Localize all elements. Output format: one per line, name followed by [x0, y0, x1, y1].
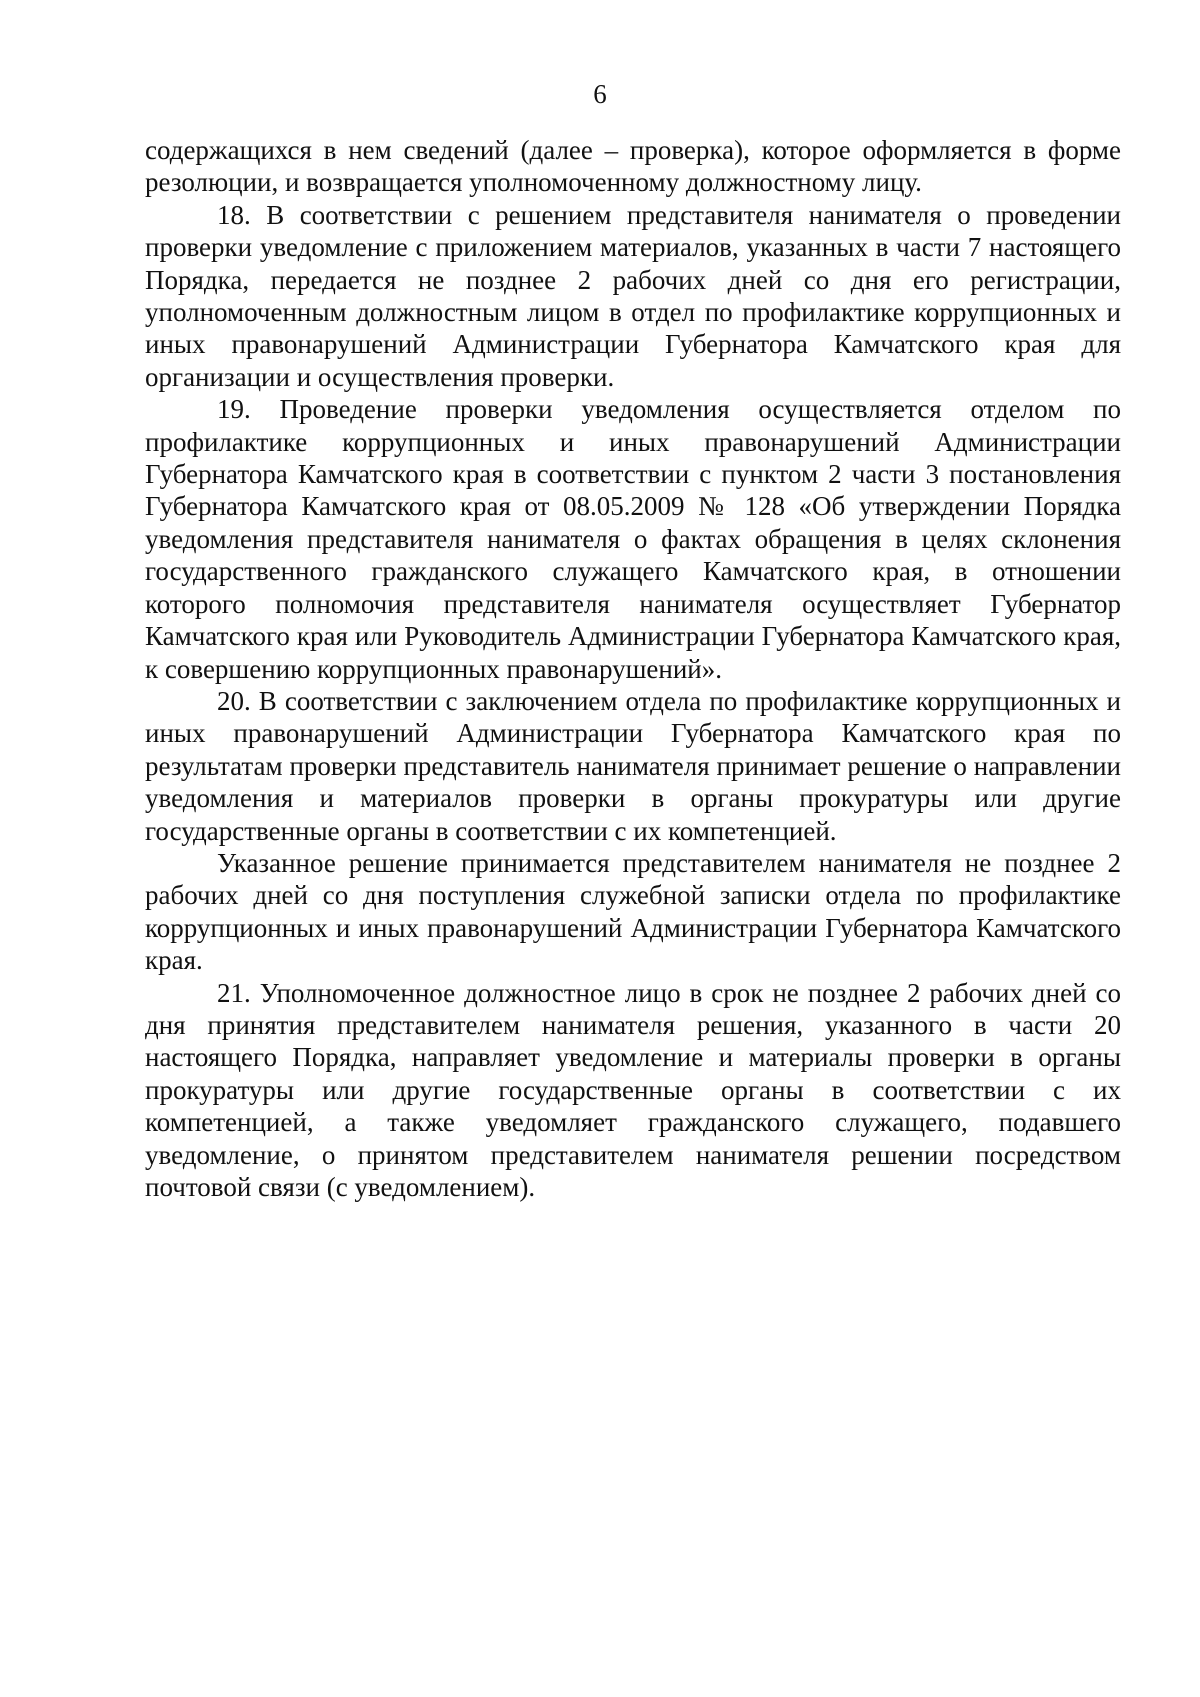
paragraph-20-decision: Указанное решение принимается представителем нанимателя не позднее 2 рабочих дней со дня поступления служебной записки отдела по профилактике коррупционных и иных правонарушений Администрации Губернатора Камчатского края.	[145, 847, 1121, 976]
paragraph-19: 19. Проведение проверки уведомления осуществляется отделом по профилактике коррупционных и иных правонарушений Администрации Губернатора Камчатского края в соответствии с пунктом 2 части 3 постановления Губернатора Камчатского края от 08.05.2009 № 128 «Об утверждении Порядка уведомления представителя нанимателя о фактах обращения в целях склонения государственного гражданского служащего Камчатского края, в отношении которого полномочия представителя нанимателя осуществляет Губернатор Камчатского края или Руководитель Администрации Губернатора Камчатского края, к совершению коррупционных правонарушений».	[145, 394, 1121, 684]
page-number: 6	[593, 79, 607, 109]
document-body	[145, 134, 1121, 1203]
paragraph-21: 21. Уполномоченное должностное лицо в срок не позднее 2 рабочих дней со дня принятия представителем нанимателя решения, указанного в части 20 настоящего Порядка, направляет уведомление и материалы проверки в органы прокуратуры или другие государственные органы в соответствии с их компетенцией, а также уведомляет гражданского служащего, подавшего уведомление, о принятом представителем нанимателя решении посредством почтовой связи (с уведомлением).	[145, 977, 1121, 1202]
paragraph-20: 20. В соответствии с заключением отдела по профилактике коррупционных и иных правонарушений Администрации Губернатора Камчатского края по результатам проверки представитель нанимателя принимает решение о направлении уведомления и материалов проверки в органы прокуратуры или другие государственные органы в соответствии с их компетенцией.	[145, 685, 1121, 846]
paragraph-18: 18. В соответствии с решением представителя нанимателя о проведении проверки уведомление с приложением материалов, указанных в части 7 настоящего Порядка, передается не позднее 2 рабочих дней со дня его регистрации, уполномоченным должностным лицом в отдел по профилактике коррупционных и иных правонарушений Администрации Губернатора Камчатского края для организации и осуществления проверки.	[145, 199, 1121, 392]
paragraph-continuation: содержащихся в нем сведений (далее – проверка), которое оформляется в форме резолюции, и возвращается уполномоченному должностному лицу.	[145, 135, 1121, 198]
